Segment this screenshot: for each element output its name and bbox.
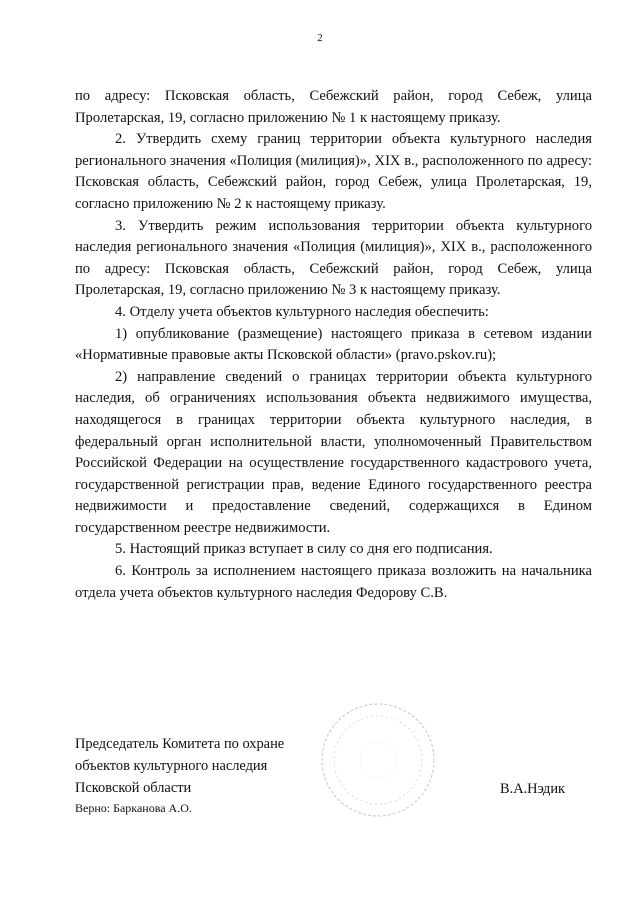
paragraph-item-5: 5. Настоящий приказ вступает в силу со дня его подписания. <box>115 541 493 558</box>
document-body <box>75 86 592 604</box>
paragraph-address-continuation: по адресу: Псковская область, Себежский район, город Себеж, улица Пролетарская, 19, согласно приложению № 1 к настоящему приказу. <box>75 88 592 126</box>
paragraph-item-4: 4. Отделу учета объектов культурного наследия обеспечить: <box>115 303 489 320</box>
paragraph-item-3: 3. Утвердить режим использования территории объекта культурного наследия регионального значения «Полиция (милиция)», XIX в., расположенного по адресу: Псковская область, Себежский район, город Себеж, улица Пролетарская, 19, согласно приложению № 3 к настоящему приказу. <box>75 217 592 299</box>
page-number: 2 <box>317 32 323 44</box>
signer-role-line-1: Председатель Комитета по охране <box>75 736 285 752</box>
paragraph-item-2: 2. Утвердить схему границ территории объекта культурного наследия регионального значения «Полиция (милиция)», XIX в., расположенного по адресу: Псковская область, Себежский район, город Себеж, улица Пролетарская, 19, согласно приложению № 2 к настоящему приказу. <box>75 131 592 212</box>
signer-role-line-3: Псковской области <box>75 780 192 796</box>
signer-name: В.А.Нэдик <box>500 781 566 797</box>
paragraph-subitem-1: 1) опубликование (размещение) настоящего приказа в сетевом издании «Нормативные правовые акты Псковской области» (pravo.pskov.ru); <box>75 325 592 364</box>
paragraph-subitem-2: 2) направление сведений о границах территории объекта культурного наследия, об ограничениях использования объекта недвижимого имущества, находящегося в границах территории объекта культурного наследия, в федеральный орган исполнительной власти, уполномоченный Правительством Российской Федерации на осуществление государственного кадастрового учета, государственной регистрации прав, ведение Единого государственного реестра недвижимости и предоставление сведений, содержащихся в Едином государственном реестре недвижимости. <box>75 368 592 536</box>
verified-by: Верно: Барканова А.О. <box>75 801 192 815</box>
paragraph-item-6: 6. Контроль за исполнением настоящего приказа возложить на начальника отдела учета объектов культурного наследия Федорову С.В. <box>75 563 592 601</box>
signer-role-line-2: объектов культурного наследия <box>75 758 268 774</box>
